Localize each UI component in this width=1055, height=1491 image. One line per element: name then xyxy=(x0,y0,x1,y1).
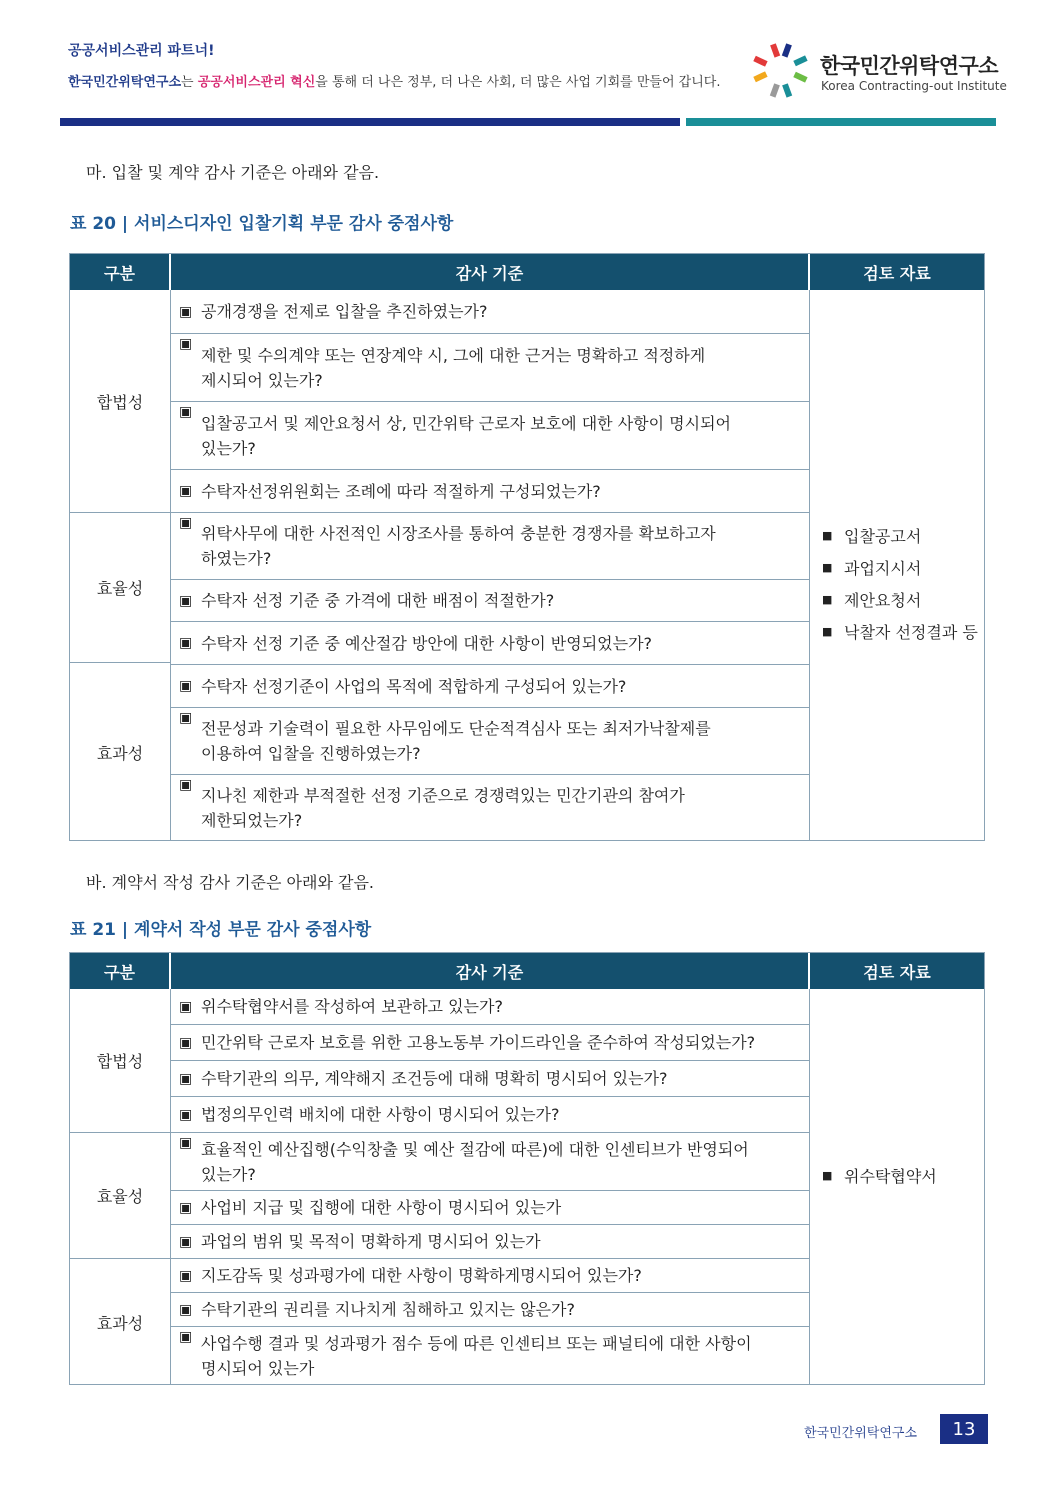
criteria-row xyxy=(171,1225,810,1259)
section-b-table-title: 표 21 | 계약서 작성 부문 감사 중점사항 xyxy=(70,920,372,940)
review-item-text: 위수탁협약서 xyxy=(844,1166,937,1186)
category-legality: 합법성 xyxy=(70,290,171,513)
checkbox-marker-icon: ▣ xyxy=(179,1135,193,1151)
criteria-row xyxy=(171,1259,810,1293)
table-header-category: 구분 xyxy=(70,254,171,290)
review-item-text: 낙찰자 선정결과 등 xyxy=(844,623,978,642)
criteria-text: 지나친 제한과 부적절한 선정 기준으로 경쟁력있는 민간기관의 참여가 제한되었는가? xyxy=(201,786,685,830)
checkbox-marker-icon: ▣ xyxy=(179,303,193,320)
checkbox-marker-icon: ▣ xyxy=(179,777,193,793)
bullet-icon: ■ xyxy=(822,1168,833,1182)
review-item-text: 과업지시서 xyxy=(844,559,922,578)
review-materials xyxy=(810,290,985,841)
criteria-text: 효율적인 예산집행(수익창출 및 예산 절감에 따른)에 대한 인센티브가 반영되어 있는가? xyxy=(201,1139,749,1184)
section-b-intro: 바. 계약서 작성 감사 기준은 아래와 같음. xyxy=(86,873,374,892)
table-header-category: 구분 xyxy=(70,953,171,989)
criteria-text: 사업수행 결과 및 성과평가 점수 등에 따른 인센티브 또는 패널티에 대한 사항이 명시되어 있는가 xyxy=(201,1334,752,1378)
checkbox-marker-icon: ▣ xyxy=(179,1199,193,1216)
criteria-row xyxy=(171,989,810,1025)
table-header-criteria: 감사 기준 xyxy=(171,254,810,290)
bullet-icon: ■ xyxy=(822,625,833,638)
criteria-text: 과업의 범위 및 목적이 명확하게 명시되어 있는가 xyxy=(201,1232,541,1251)
criteria-row xyxy=(171,1327,810,1385)
category-effectiveness: 효과성 xyxy=(70,663,171,841)
section-a-intro: 마. 입찰 및 계약 감사 기준은 아래와 같음. xyxy=(86,163,380,182)
category-effectiveness: 효과성 xyxy=(70,1259,171,1385)
checkbox-marker-icon: ▣ xyxy=(179,1070,193,1087)
checkbox-marker-icon: ▣ xyxy=(179,678,193,694)
review-item xyxy=(822,1159,985,1191)
criteria-text: 위수탁협약서를 작성하여 보관하고 있는가? xyxy=(201,997,503,1016)
criteria-text: 법정의무인력 배치에 대한 사항이 명시되어 있는가? xyxy=(201,1105,560,1124)
criteria-text: 전문성과 기술력이 필요한 사무임에도 단순적격심사 또는 최저가낙찰제를 이용하여 입찰을 진행하였는가? xyxy=(201,719,711,763)
header-tagline: 공공서비스관리 파트너! xyxy=(68,43,215,59)
criteria-text: 공개경쟁을 전제로 입찰을 추진하였는가? xyxy=(201,302,488,321)
criteria-text: 수탁자 선정기준이 사업의 목적에 적합하게 구성되어 있는가? xyxy=(201,676,627,696)
checkbox-marker-icon: ▣ xyxy=(179,404,193,420)
page-number: 13 xyxy=(940,1414,988,1444)
checkbox-marker-icon: ▣ xyxy=(179,1301,193,1318)
footer-org-name: 한국민간위탁연구소 xyxy=(804,1426,918,1441)
section-a-table-title: 표 20 | 서비스디자인 입찰기획 부문 감사 중점사항 xyxy=(70,214,454,234)
checkbox-marker-icon: ▣ xyxy=(179,1329,193,1345)
criteria-row xyxy=(171,622,810,665)
criteria-row xyxy=(171,402,810,470)
checkbox-marker-icon: ▣ xyxy=(179,1267,193,1284)
checkbox-marker-icon: ▣ xyxy=(179,710,193,726)
header-description xyxy=(68,71,720,90)
criteria-row xyxy=(171,513,810,580)
audit-table-20 xyxy=(69,253,985,841)
review-item xyxy=(822,616,985,648)
criteria-text: 수탁기관의 권리를 지나치게 침해하고 있지는 않은가? xyxy=(201,1300,575,1319)
criteria-row xyxy=(171,1293,810,1327)
bullet-icon: ■ xyxy=(822,561,833,574)
header-highlight: 공공서비스관리 혁신 xyxy=(197,75,316,90)
institute-logo xyxy=(750,40,1007,100)
review-item-text: 입찰공고서 xyxy=(844,527,922,546)
header-desc-mid: 는 xyxy=(181,75,198,90)
category-efficiency: 효율성 xyxy=(70,1133,171,1259)
criteria-text: 수탁자 선정 기준 중 가격에 대한 배점이 적절한가? xyxy=(201,591,555,610)
audit-table-21 xyxy=(69,952,985,1385)
header-desc-rest: 을 통해 더 나은 정부, 더 나은 사회, 더 많은 사업 기회를 만들어 갑니다. xyxy=(315,75,721,90)
criteria-text: 수탁자 선정 기준 중 예산절감 방안에 대한 사항이 반영되었는가? xyxy=(201,633,653,653)
review-item xyxy=(822,584,985,616)
criteria-text: 민간위탁 근로자 보호를 위한 고용노동부 가이드라인을 준수하여 작성되었는가? xyxy=(201,1033,756,1052)
criteria-row xyxy=(171,1025,810,1061)
review-item-text: 제안요청서 xyxy=(844,591,922,610)
table-header-review: 검토 자료 xyxy=(810,254,984,290)
institute-logo-icon xyxy=(750,40,812,100)
criteria-text: 제한 및 수의계약 또는 연장계약 시, 그에 대한 근거는 명확하고 적정하게 제시되어 있는가? xyxy=(201,345,706,390)
category-efficiency: 효율성 xyxy=(70,513,171,663)
criteria-row xyxy=(171,290,810,334)
review-item xyxy=(822,520,985,552)
bullet-icon: ■ xyxy=(822,593,833,606)
checkbox-marker-icon: ▣ xyxy=(179,998,193,1015)
logo-subtitle: Korea Contracting-out Institute xyxy=(821,79,1007,93)
criteria-row xyxy=(171,470,810,513)
logo-name: 한국민간위탁연구소 xyxy=(820,54,999,78)
checkbox-marker-icon: ▣ xyxy=(179,1106,193,1123)
criteria-row xyxy=(171,1061,810,1097)
criteria-row xyxy=(171,1133,810,1191)
checkbox-marker-icon: ▣ xyxy=(179,1233,193,1250)
checkbox-marker-icon: ▣ xyxy=(179,336,193,352)
criteria-row xyxy=(171,1191,810,1225)
criteria-row xyxy=(171,334,810,402)
table-header-review: 검토 자료 xyxy=(810,953,984,989)
criteria-row xyxy=(171,665,810,708)
category-legality: 합법성 xyxy=(70,989,171,1133)
bullet-icon: ■ xyxy=(822,529,833,542)
criteria-text: 위탁사무에 대한 사전적인 시장조사를 통하여 충분한 경쟁자를 확보하고자 하였는가? xyxy=(201,524,716,568)
criteria-text: 수탁기관의 의무, 계약해지 조건등에 대해 명확히 명시되어 있는가? xyxy=(201,1069,668,1088)
checkbox-marker-icon: ▣ xyxy=(179,592,193,609)
criteria-row xyxy=(171,580,810,622)
criteria-text: 지도감독 및 성과평가에 대한 사항이 명확하게명시되어 있는가? xyxy=(201,1266,642,1285)
review-item xyxy=(822,552,985,584)
table-header-criteria: 감사 기준 xyxy=(171,953,810,989)
checkbox-marker-icon: ▣ xyxy=(179,515,193,531)
checkbox-marker-icon: ▣ xyxy=(179,1034,193,1051)
criteria-text: 입찰공고서 및 제안요청서 상, 민간위탁 근로자 보호에 대한 사항이 명시되어 있는가? xyxy=(201,413,731,458)
checkbox-marker-icon: ▣ xyxy=(179,635,193,651)
criteria-text: 사업비 지급 및 집행에 대한 사항이 명시되어 있는가 xyxy=(201,1198,562,1217)
criteria-row xyxy=(171,708,810,775)
header-bar-teal xyxy=(686,118,996,126)
header-bar-dark xyxy=(60,118,680,126)
criteria-row xyxy=(171,775,810,841)
review-materials xyxy=(810,989,985,1385)
criteria-row xyxy=(171,1097,810,1133)
criteria-text: 수탁자선정위원회는 조례에 따라 적절하게 구성되었는가? xyxy=(201,481,601,501)
checkbox-marker-icon: ▣ xyxy=(179,483,193,499)
header-org-name: 한국민간위탁연구소 xyxy=(68,75,182,90)
